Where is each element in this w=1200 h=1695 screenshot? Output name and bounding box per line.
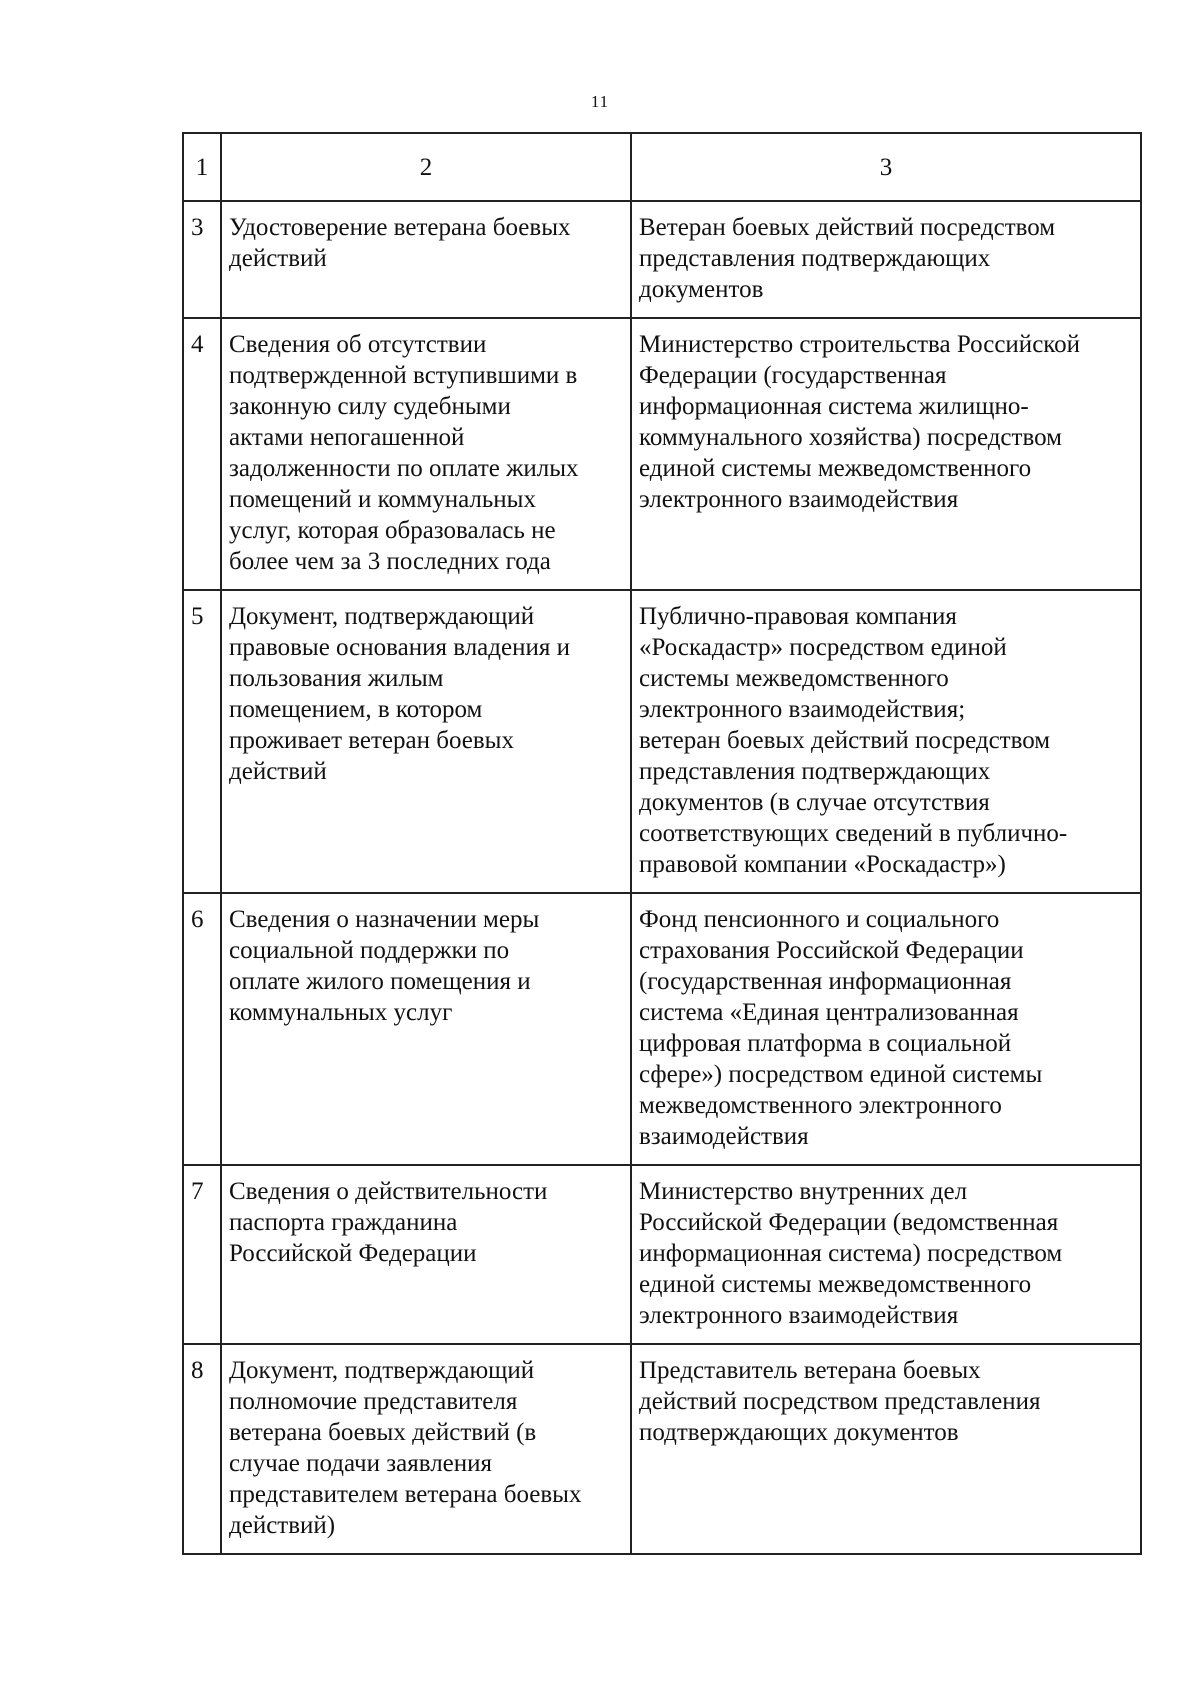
table-row [183,893,1141,1165]
row-number: 6 [183,893,221,1165]
source-cell [631,590,1141,893]
source-text: Фонд пенсионного и социального страхования Российской Федерации (государственная информационная система «Единая централизованная цифровая платформа в социальной сфере») посредством единой системы межведомственного электронного взаимодействия [639,906,1043,1150]
row-number: 5 [183,590,221,893]
row-number: 3 [183,201,221,318]
table-row [183,590,1141,893]
source-text: Министерство строительства Российской Федерации (государственная информационная система жилищно- коммунального хозяйства) посредством единой системы межведомственного электронного взаимодействия [639,331,1081,513]
table-header-row [183,133,1141,201]
document-text: Сведения о назначении меры социальной поддержки по оплате жилого помещения и коммунальных услуг [229,906,540,1026]
source-text: Ветеран боевых действий посредством представления подтверждающих документов [639,214,1056,303]
document-cell [221,201,631,318]
source-cell [631,318,1141,590]
row-number: 8 [183,1344,221,1554]
table-row [183,1165,1141,1344]
source-text: Представитель ветерана боевых действий посредством представления подтверждающих документов [639,1357,1041,1446]
documents-table [182,132,1142,1555]
document-text: Документ, подтверждающий правовые основания владения и пользования жилым помещением, в котором проживает ветеран боевых действий [229,603,570,785]
table-row [183,201,1141,318]
source-text: Министерство внутренних дел Российской Федерации (ведомственная информационная система) посредством единой системы межведомственного электронного взаимодействия [639,1178,1063,1329]
document-text: Сведения об отсутствии подтвержденной вступившими в законную силу судебными актами непогашенной задолженности по оплате жилых помещений и коммунальных услуг, которая образовалась не более чем за 3 последних года [229,331,579,575]
source-cell [631,893,1141,1165]
document-cell [221,590,631,893]
document-text: Удостоверение ветерана боевых действий [229,214,571,272]
source-cell [631,1165,1141,1344]
row-number: 4 [183,318,221,590]
header-cell-col2: 2 [221,133,631,201]
source-text: Публично-правовая компания «Роскадастр» посредством единой системы межведомственного электронного взаимодействия; ветеран боевых действий посредством представления подтверждающих документов (в случае отсутствия соответствующих сведений в публично- правовой компании «Роскадастр») [639,603,1068,878]
document-cell [221,1165,631,1344]
header-cell-col3: 3 [631,133,1141,201]
document-cell [221,318,631,590]
document-cell [221,893,631,1165]
table-row [183,318,1141,590]
document-cell [221,1344,631,1554]
source-cell [631,1344,1141,1554]
page-number: 11 [590,92,610,111]
document-text: Документ, подтверждающий полномочие представителя ветерана боевых действий (в случае подачи заявления представителем ветерана боевых действий) [229,1357,582,1539]
row-number: 7 [183,1165,221,1344]
source-cell [631,201,1141,318]
header-cell-col1: 1 [183,133,221,201]
document-text: Сведения о действительности паспорта гражданина Российской Федерации [229,1178,548,1267]
table-row [183,1344,1141,1554]
